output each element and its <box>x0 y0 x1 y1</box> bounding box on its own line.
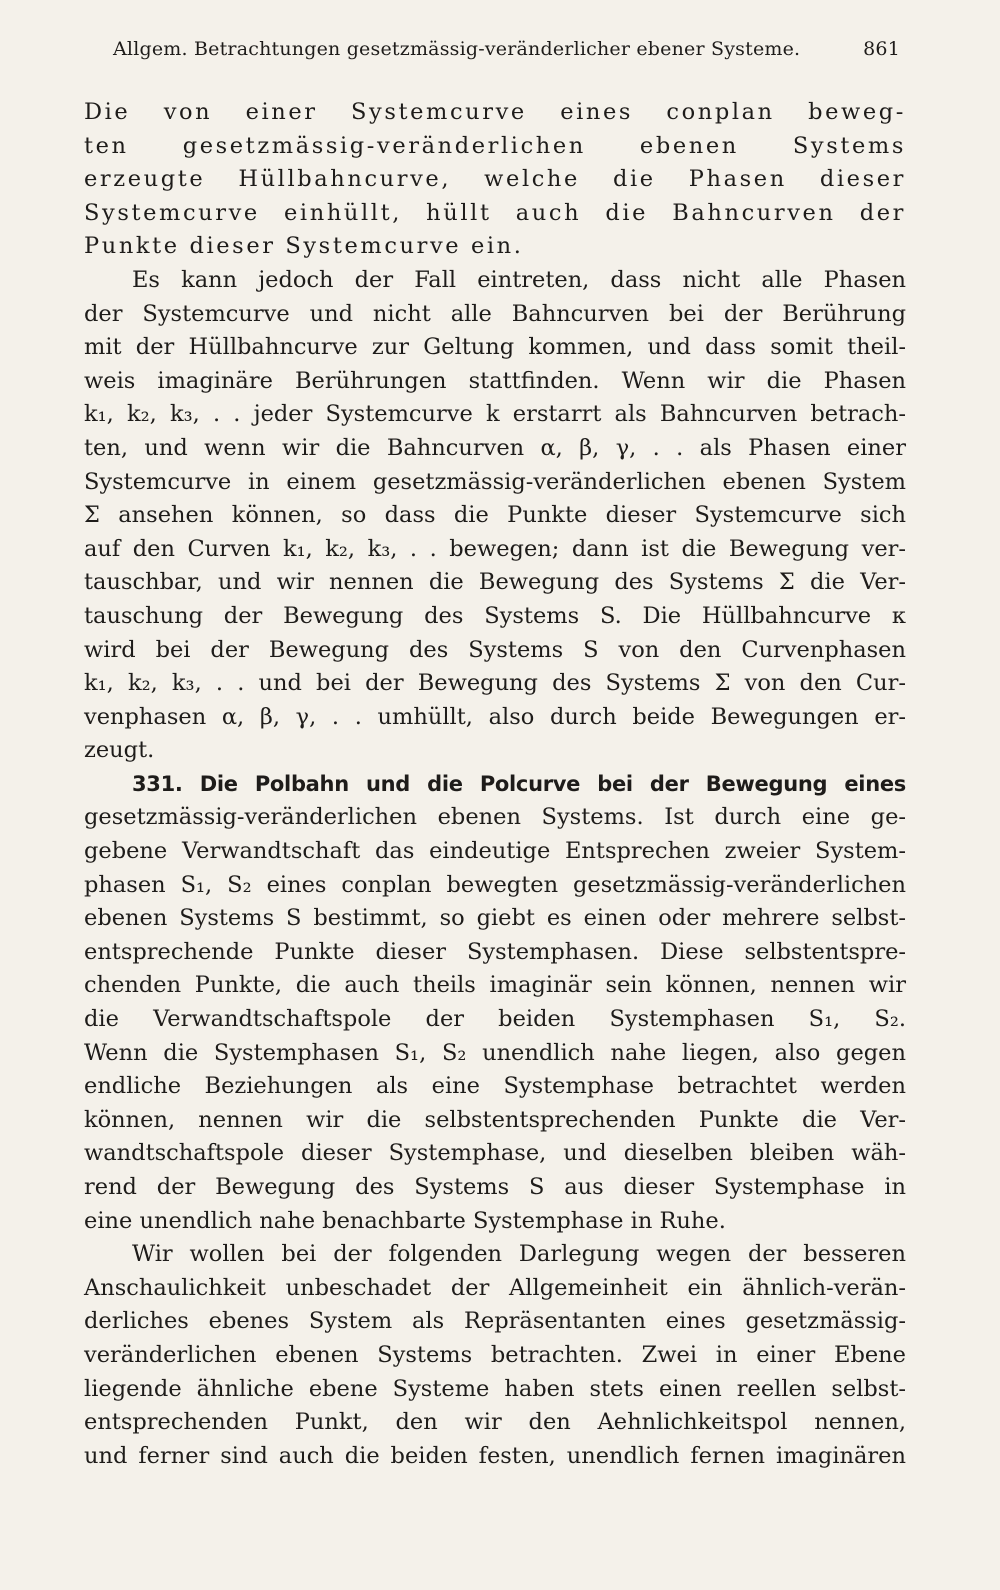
text-line: zeugt. <box>84 737 155 764</box>
text-line: liegende ähnliche ebene Systeme haben stets einen reellen selbst- <box>84 1375 906 1402</box>
text-line: Σ ansehen können, so dass die Punkte dieser Systemcurve sich <box>84 502 906 529</box>
text-line: auf den Curven k₁, k₂, k₃, . . bewegen; dann ist die Bewegung ver- <box>84 535 906 562</box>
text-line: gesetzmässig-veränderlichen ebenen Systems. Ist durch eine ge- <box>84 804 906 831</box>
text-line: Systemcurve einhüllt, hüllt auch die Bahncurven der <box>84 199 906 226</box>
text-line: können, nennen wir die selbstentsprechenden Punkte die Ver- <box>84 1106 906 1133</box>
text-line: venphasen α, β, γ, . . umhüllt, also durch beide Bewegungen er- <box>84 703 906 730</box>
text-line: ten gesetzmässig-veränderlichen ebenen Systems <box>84 132 906 159</box>
text-line: endliche Beziehungen als eine Systemphase betrachtet werden <box>84 1073 906 1100</box>
text-line: ebenen Systems S bestimmt, so giebt es einen oder mehrere selbst- <box>84 905 906 932</box>
text-line: gebene Verwandtschaft das eindeutige Entsprechen zweier System- <box>84 838 906 865</box>
text-line: und ferner sind auch die beiden festen, unendlich fernen imaginären <box>84 1442 906 1469</box>
text-line: derliches ebenes System als Repräsentanten eines gesetzmässig- <box>84 1308 906 1335</box>
text-line: k₁, k₂, k₃, . . jeder Systemcurve k erstarrt als Bahncurven betrach- <box>84 401 906 428</box>
text-line: phasen S₁, S₂ eines conplan bewegten gesetzmässig-veränderlichen <box>84 871 906 898</box>
text-line: entsprechende Punkte dieser Systemphasen. Diese selbstentspre- <box>84 938 906 965</box>
text-line: eine unendlich nahe benachbarte Systemphase in Ruhe. <box>84 1207 726 1234</box>
text-line: mit der Hüllbahncurve zur Geltung kommen, und dass somit theil- <box>84 334 906 361</box>
text-line: veränderlichen ebenen Systems betrachten. Zwei in einer Ebene <box>84 1341 906 1368</box>
page-number: 861 <box>863 38 900 60</box>
text-line: Systemcurve in einem gesetzmässig-veränderlichen ebenen System <box>84 468 906 495</box>
text-line: weis imaginäre Berührungen stattfinden. Wenn wir die Phasen <box>84 367 906 394</box>
text-line: ten, und wenn wir die Bahncurven α, β, γ, . . als Phasen einer <box>84 434 906 461</box>
text-line: tauschung der Bewegung des Systems S. Die Hüllbahncurve κ <box>84 602 906 629</box>
text-line: Wenn die Systemphasen S₁, S₂ unendlich nahe liegen, also gegen <box>84 1039 906 1066</box>
text-line: entsprechenden Punkt, den wir den Aehnlichkeitspol nennen, <box>84 1409 906 1436</box>
text-line: Es kann jedoch der Fall eintreten, dass nicht alle Phasen <box>132 266 906 293</box>
text-line: k₁, k₂, k₃, . . und bei der Bewegung des Systems Σ von den Cur- <box>84 670 906 697</box>
body-text <box>84 96 906 1473</box>
text-line: der Systemcurve und nicht alle Bahncurven bei der Berührung <box>84 300 906 327</box>
running-header <box>113 38 900 68</box>
text-line: Punkte dieser Systemcurve ein. <box>84 233 524 260</box>
text-line: Anschaulichkeit unbeschadet der Allgemeinheit ein ähnlich-verän- <box>84 1274 906 1301</box>
text-line: Wir wollen bei der folgenden Darlegung wegen der besseren <box>132 1241 906 1268</box>
text-line: rend der Bewegung des Systems S aus dieser Systemphase in <box>84 1174 906 1200</box>
text-line: wandtschaftspole dieser Systemphase, und dieselben bleiben wäh- <box>84 1140 906 1167</box>
text-line: tauschbar, und wir nennen die Bewegung des Systems Σ die Ver- <box>84 569 906 596</box>
running-title: Allgem. Betrachtungen gesetzmässig-veränderlicher ebener Systeme. <box>113 38 801 60</box>
text-line: die Verwandtschaftspole der beiden Systemphasen S₁, S₂. <box>84 1006 906 1033</box>
text-line: chenden Punkte, die auch theils imaginär sein können, nennen wir <box>84 972 906 999</box>
section-heading-line: 331. Die Polbahn und die Polcurve bei der Bewegung eines <box>132 771 906 796</box>
text-line: wird bei der Bewegung des Systems S von den Curvenphasen <box>84 636 906 663</box>
text-line: Die von einer Systemcurve eines conplan beweg- <box>84 99 906 125</box>
text-line: erzeugte Hüllbahncurve, welche die Phasen dieser <box>84 166 906 193</box>
